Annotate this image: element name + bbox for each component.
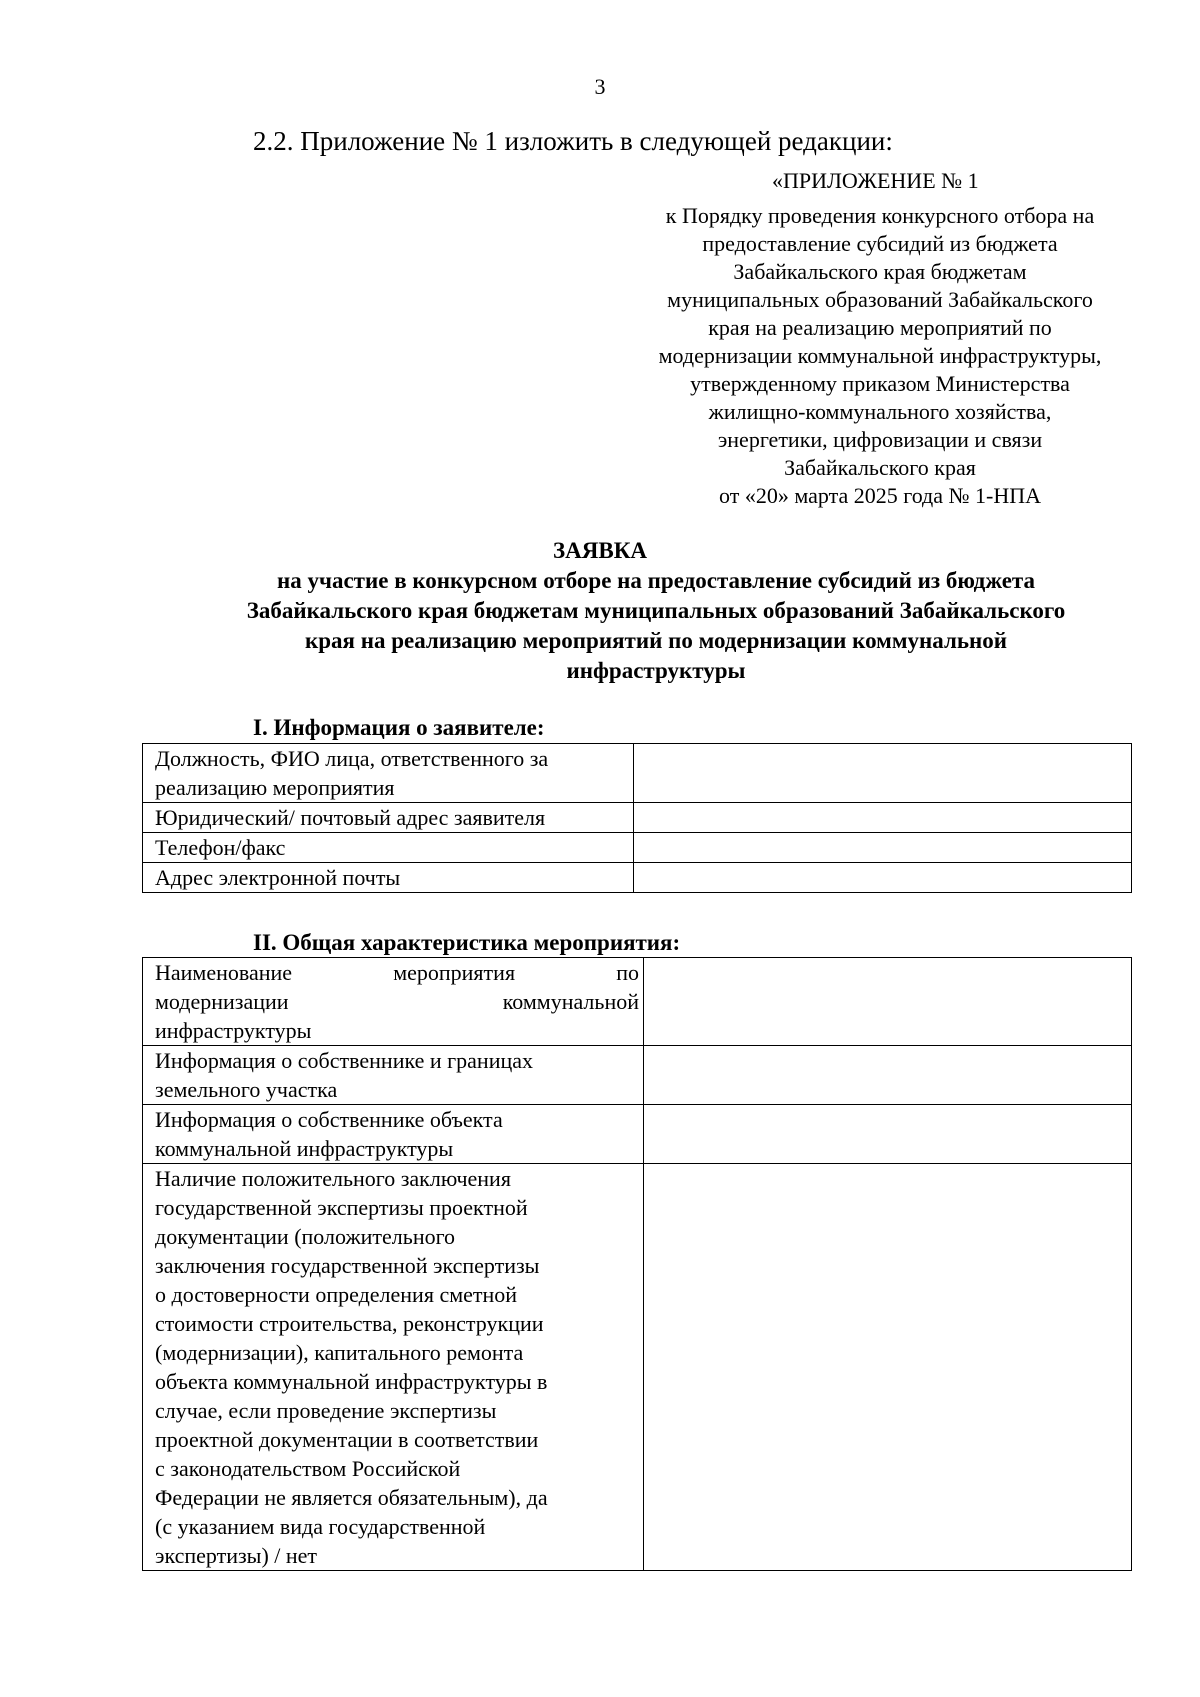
label-line	[155, 958, 639, 987]
label-line: инфраструктуры	[155, 1018, 312, 1043]
label-line: с законодательством Российской	[155, 1456, 461, 1481]
label-line: земельного участка	[155, 1077, 338, 1102]
label-line	[155, 987, 639, 1016]
label-line: (с указанием вида государственной	[155, 1514, 486, 1539]
appendix-line: предоставление субсидий из бюджета	[702, 231, 1058, 256]
row-value-cell[interactable]	[634, 803, 1132, 833]
row-value-cell[interactable]	[644, 958, 1132, 1046]
event-characteristics-table	[142, 957, 1132, 1571]
row-value-cell[interactable]	[644, 1164, 1132, 1571]
label-word: модернизации	[155, 989, 289, 1014]
appendix-line: Забайкальского края бюджетам	[733, 259, 1027, 284]
row-value-cell[interactable]	[634, 833, 1132, 863]
label-line: объекта коммунальной инфраструктуры в	[155, 1369, 548, 1394]
label-line: (модернизации), капитального ремонта	[155, 1340, 524, 1365]
page-number: 3	[594, 74, 606, 99]
application-subtitle	[0, 566, 1200, 686]
row-label	[143, 863, 634, 893]
subtitle-line: края на реализацию мероприятий по модернизации коммунальной	[304, 628, 1008, 653]
row-label	[143, 1105, 644, 1164]
appendix-title: «ПРИЛОЖЕНИЕ № 1	[772, 168, 979, 193]
appendix-reference	[620, 202, 1140, 510]
label-line: Юридический/ почтовый адрес заявителя	[155, 805, 546, 830]
label-line: Должность, ФИО лица, ответственного за	[155, 746, 549, 771]
label-line: экспертизы) / нет	[155, 1543, 318, 1568]
appendix-line: от «20» марта 2025 года № 1-НПА	[719, 483, 1041, 508]
appendix-line: энергетики, цифровизации и связи	[717, 427, 1043, 452]
row-label	[143, 803, 634, 833]
label-line: Адрес электронной почты	[155, 865, 401, 890]
appendix-line: жилищно-коммунального хозяйства,	[708, 399, 1052, 424]
label-line: Наличие положительного заключения	[155, 1166, 511, 1191]
table-row	[143, 744, 1132, 803]
label-word: коммунальной	[502, 989, 639, 1014]
label-line: стоимости строительства, реконструкции	[155, 1311, 544, 1336]
subtitle-line: на участие в конкурсном отборе на предоставление субсидий из бюджета	[277, 568, 1035, 593]
label-word: по	[616, 960, 639, 985]
appendix-line: модернизации коммунальной инфраструктуры,	[658, 343, 1102, 368]
subtitle-line: инфраструктуры	[566, 658, 746, 683]
label-line: Телефон/факс	[155, 835, 286, 860]
label-line: документации (положительного	[155, 1224, 456, 1249]
row-label	[143, 958, 644, 1046]
section1-heading: I. Информация о заявителе:	[253, 715, 545, 740]
appendix-line: утвержденному приказом Министерства	[690, 371, 1070, 396]
label-line: государственной экспертизы проектной	[155, 1195, 528, 1220]
label-line: реализацию мероприятия	[155, 775, 395, 800]
appendix-line: края на реализацию мероприятий по	[708, 315, 1052, 340]
table-row	[143, 863, 1132, 893]
row-value-cell[interactable]	[644, 1105, 1132, 1164]
label-line: о достоверности определения сметной	[155, 1282, 518, 1307]
label-line: случае, если проведение экспертизы	[155, 1398, 497, 1423]
label-line: проектной документации в соответствии	[155, 1427, 539, 1452]
appendix-line: Забайкальского края	[784, 455, 976, 480]
row-value-cell[interactable]	[634, 863, 1132, 893]
row-value-cell[interactable]	[644, 1046, 1132, 1105]
table-row	[143, 1164, 1132, 1571]
row-label	[143, 1046, 644, 1105]
appendix-line: муниципальных образований Забайкальского	[667, 287, 1093, 312]
application-title: ЗАЯВКА	[553, 538, 647, 563]
row-label	[143, 1164, 644, 1571]
label-word: мероприятия	[393, 960, 516, 985]
table-row	[143, 833, 1132, 863]
row-label	[143, 744, 634, 803]
label-line: Информация о собственнике объекта	[155, 1107, 503, 1132]
label-line: Информация о собственнике и границах	[155, 1048, 534, 1073]
label-word: Наименование	[155, 960, 293, 985]
table-row	[143, 1046, 1132, 1105]
appendix-line: к Порядку проведения конкурсного отбора на	[665, 203, 1095, 228]
subtitle-line: Забайкальского края бюджетам муниципальных образований Забайкальского	[246, 598, 1066, 623]
label-line: коммунальной инфраструктуры	[155, 1136, 454, 1161]
row-value-cell[interactable]	[634, 744, 1132, 803]
table-row	[143, 1105, 1132, 1164]
label-line: заключения государственной экспертизы	[155, 1253, 540, 1278]
amendment-line: 2.2. Приложение № 1 изложить в следующей редакции:	[253, 126, 893, 156]
table-row	[143, 958, 1132, 1046]
section2-heading: II. Общая характеристика мероприятия:	[253, 930, 681, 955]
label-line: Федерации не является обязательным), да	[155, 1485, 548, 1510]
table-row	[143, 803, 1132, 833]
applicant-info-table	[142, 743, 1132, 893]
row-label	[143, 833, 634, 863]
